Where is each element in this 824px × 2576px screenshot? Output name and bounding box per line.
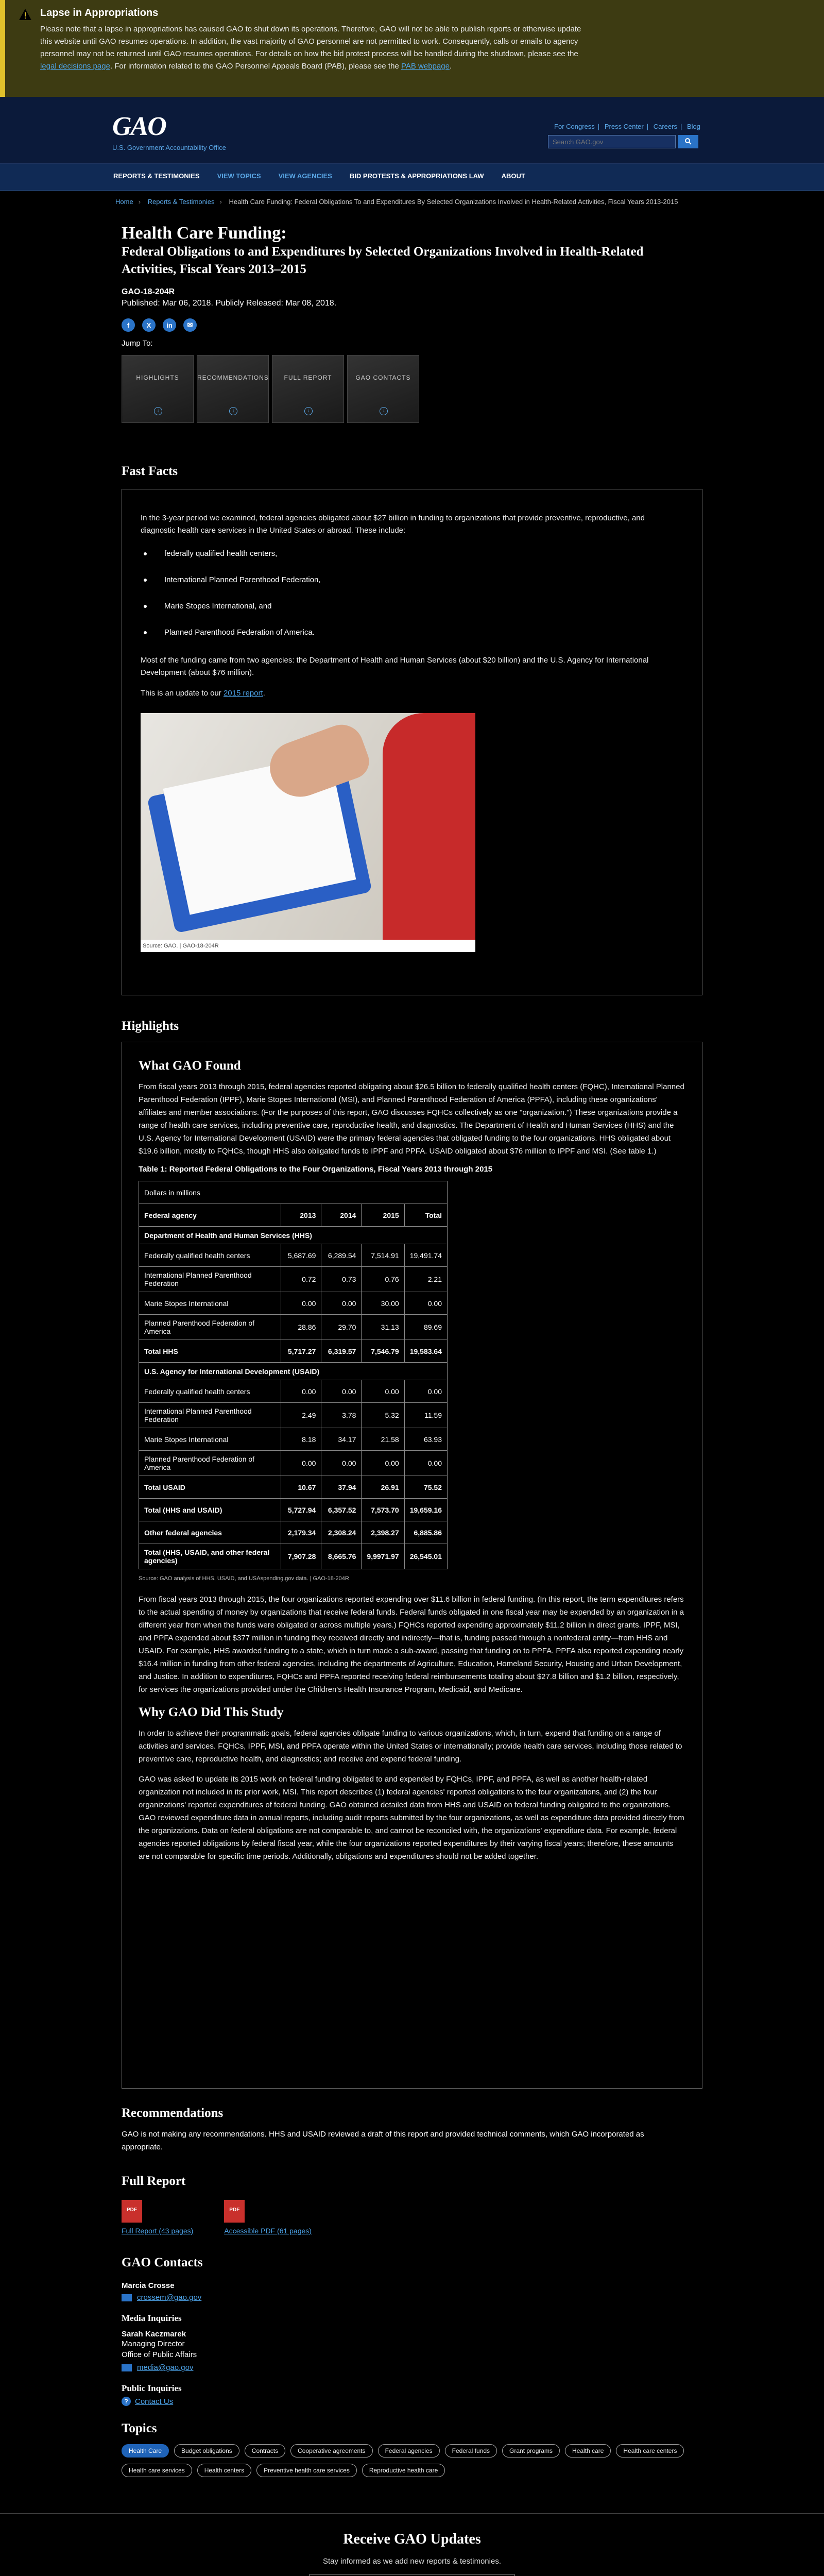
list-item: Marie Stopes International, and [141, 602, 702, 611]
press-center-link[interactable]: Press Center [604, 123, 644, 130]
warning-icon [19, 8, 32, 21]
facebook-icon[interactable]: f [122, 318, 135, 332]
report-header [122, 224, 703, 423]
table-cell: 9,9971.97 [362, 1544, 404, 1569]
table-row [139, 1403, 448, 1428]
updates-section [0, 2513, 824, 2576]
table-row [139, 1476, 448, 1499]
table-cell: 7,546.79 [362, 1340, 404, 1363]
table-cell: 2,308.24 [321, 1521, 362, 1544]
expenditures-text: From fiscal years 2013 through 2015, the four organizations reported expending over $11.6 billion in federal funding. (In this report, the term expenditures refers to the actual spending of money by organizations that receive federal funds. Federal funds obligated in one fiscal year may be expended by an organization in a different year from when the funds were obligated or across multiple years.) FQHCs reported expending approximately $11.2 billion in direct grants. IPPF, MSI, and PPFA expended about $377 million in funding they received directly and indirectly—that is, funding passed through a nonfederal entity—from HHS and USAID. For example, HHS awarded funding to a state, which in turn made a sub-award, passing that funding on to PPFA. PPFA also reported expending nearly $16.4 million in funding from other federal agencies, including the departments of Agriculture, Education, Homeland Security, Housing and Urban Development, and Justice. In addition to expenditures, FQHCs and PPFA reported receiving federal reimbursements totaling about $27.8 billion and $1.2 billion, respectively, for services the organizations provided under the Children's Health Insurance Program, Medicaid, and Medicare. [139, 1595, 684, 1694]
alert-text: Please note that a lapse in appropriations has caused GAO to shut down its operations. Therefore, GAO will not be able to publish reports or otherwise update this website until GAO resumes operations. In addition, the vast majority of GAO personnel are not permitted to work. Consequently, calls or emails to agency personnel may not be returned until GAO resumes operations. For details on how the bid protest process will be handled during the shutdown, please see the legal decisions page. For information related to the GAO Personnel Appeals Board (PAB), please see the PAB webpage. [40, 25, 581, 71]
photo-caption: Source: GAO. | GAO-18-204R [141, 940, 475, 952]
contact-name: Marcia Crosse [122, 2281, 175, 2290]
table-cell: 0.00 [281, 1380, 321, 1403]
row-label: Total USAID [139, 1476, 281, 1499]
updates-heading: Receive GAO Updates [343, 2531, 481, 2547]
row-label: Total (HHS, USAID, and other federal agencies) [139, 1544, 281, 1569]
pab-webpage-link[interactable]: PAB webpage [401, 62, 450, 71]
table-cell: 26,545.01 [404, 1544, 447, 1569]
question-icon: ? [122, 2397, 131, 2406]
tile-full-report[interactable]: FULL REPORT ↓ [272, 355, 344, 423]
topic-tag[interactable]: Health care services [122, 2464, 192, 2477]
row-label: Planned Parenthood Federation of America [139, 1315, 281, 1340]
table-cell: 2,179.34 [281, 1521, 321, 1544]
page-subtitle: Federal Obligations to and Expenditures by Selected Organizations Involved in Health-Related Activities, Fiscal Years 2013–2015 [122, 245, 644, 276]
table-cell: 75.52 [404, 1476, 447, 1499]
table-cell: 5,727.94 [281, 1499, 321, 1521]
topic-tag[interactable]: Health Care [122, 2444, 169, 2458]
row-label: Marie Stopes International [139, 1428, 281, 1451]
gao-logo[interactable]: GAO U.S. Government Accountability Office [112, 112, 226, 151]
topic-tags [122, 2441, 714, 2480]
full-report-download[interactable] [122, 2200, 193, 2235]
section-label: Department of Health and Human Services (HHS) [139, 1227, 448, 1244]
accessible-pdf-link[interactable]: Accessible PDF (61 pages) [224, 2227, 312, 2235]
table-cell: 26.91 [362, 1476, 404, 1499]
table-cell: 19,583.64 [404, 1340, 447, 1363]
nav-about[interactable]: ABOUT [501, 172, 525, 180]
table-source: Source: GAO analysis of HHS, USAID, and USAspending.gov data. | GAO-18-204R [139, 1575, 349, 1582]
media-office: Office of Public Affairs [122, 2350, 197, 2359]
table-cell: 0.00 [404, 1380, 447, 1403]
published-date: Published: Mar 06, 2018. Publicly Released: Mar 08, 2018. [122, 299, 337, 308]
media-title: Managing Director [122, 2340, 185, 2348]
table-cell: 30.00 [362, 1292, 404, 1315]
table-row [139, 1181, 448, 1204]
table-cell: 11.59 [404, 1403, 447, 1428]
breadcrumb-current: Health Care Funding: Federal Obligations To and Expenditures By Selected Organizations Involved in Health-Related Activities, Fiscal Years 2013-2015 [229, 198, 678, 206]
arrow-down-icon: ↓ [154, 407, 162, 415]
table-cell: 0.00 [362, 1451, 404, 1476]
table-row [139, 1380, 448, 1403]
topic-tag[interactable]: Federal agencies [378, 2444, 440, 2458]
topic-tag[interactable]: Health centers [197, 2464, 251, 2477]
topic-tag[interactable]: Health care [565, 2444, 611, 2458]
nav-agencies[interactable]: VIEW AGENCIES [278, 172, 332, 180]
media-heading: Media Inquiries [122, 2313, 182, 2323]
table-row [139, 1544, 448, 1569]
table-cell: 2015 [362, 1204, 404, 1227]
table-row [139, 1315, 448, 1340]
full-report-heading: Full Report [122, 2174, 186, 2188]
why-study-text-1: In order to achieve their programmatic goals, federal agencies obligate funding to various organizations, which, in turn, expend that funding on a range of activities and services. FQHCs, IPPF, MSI, and PPFA operate within the United States or internationally; provide health care services, including those related to preventive care, reproductive health, and diagnostics; and receive and expend federal funding. [139, 1729, 682, 1764]
row-label: Federally qualified health centers [139, 1380, 281, 1403]
highlights-box [122, 1042, 702, 2089]
fast-facts-list [141, 549, 702, 637]
table-cell: 2014 [321, 1204, 362, 1227]
report-id: GAO-18-204R [122, 287, 175, 296]
breadcrumb-reports[interactable]: Reports & Testimonies [147, 198, 215, 206]
arrow-down-icon: ↓ [304, 407, 313, 415]
careers-link[interactable]: Careers [653, 123, 677, 130]
fast-facts-intro: In the 3-year period we examined, federal agencies obligated about $27 billion in funding to organizations that provide preventive, reproductive, and diagnostic health care services in the United States or abroad. These include: [141, 514, 645, 535]
breadcrumb-home[interactable]: Home [115, 198, 133, 206]
table-cell: 2.21 [404, 1267, 447, 1292]
table-row [139, 1204, 448, 1227]
table-row [139, 1244, 448, 1267]
topic-tag[interactable]: Preventive health care services [256, 2464, 357, 2477]
email-field[interactable] [310, 2574, 514, 2576]
table-cell: 0.00 [281, 1292, 321, 1315]
media-email[interactable]: media@gao.gov [122, 2363, 703, 2372]
table-cell: 3.78 [321, 1403, 362, 1428]
row-label: International Planned Parenthood Federation [139, 1403, 281, 1428]
list-item: International Planned Parenthood Federation, [141, 575, 702, 584]
jump-to-label: Jump To: [122, 339, 153, 348]
contact-email[interactable]: crossem@gao.gov [122, 2293, 703, 2302]
table-cell: 0.00 [321, 1292, 362, 1315]
table-cell: 0.76 [362, 1267, 404, 1292]
topics-heading: Topics [122, 2421, 157, 2435]
full-report-link[interactable]: Full Report (43 pages) [122, 2227, 194, 2235]
table-cell: 5,687.69 [281, 1244, 321, 1267]
media-name: Sarah Kaczmarek [122, 2330, 186, 2338]
table-cell: 31.13 [362, 1315, 404, 1340]
nav-reports[interactable]: REPORTS & TESTIMONIES [113, 172, 200, 180]
page-title: Health Care Funding: [122, 224, 287, 243]
table-cell: 6,885.86 [404, 1521, 447, 1544]
arrow-down-icon: ↓ [380, 407, 388, 415]
topic-tag[interactable]: Cooperative agreements [290, 2444, 372, 2458]
list-item: federally qualified health centers, [141, 549, 702, 558]
search-icon [684, 138, 692, 145]
topic-tag[interactable]: Grant programs [502, 2444, 560, 2458]
table-row [139, 1451, 448, 1476]
table-title: Table 1: Reported Federal Obligations to the Four Organizations, Fiscal Years 2013 through 2015 [139, 1165, 493, 1174]
tile-gao-contacts[interactable]: GAO CONTACTS ↓ [347, 355, 419, 423]
table-cell: 63.93 [404, 1428, 447, 1451]
table-cell: 37.94 [321, 1476, 362, 1499]
row-label: International Planned Parenthood Federation [139, 1267, 281, 1292]
table-cell: 29.70 [321, 1315, 362, 1340]
table-row [139, 1340, 448, 1363]
table-cell: 8.18 [281, 1428, 321, 1451]
table-row [139, 1292, 448, 1315]
fast-facts-heading: Fast Facts [122, 464, 178, 478]
fast-facts-update: This is an update to our 2015 report. [141, 689, 265, 698]
pdf-icon: PDF [224, 2200, 245, 2223]
topic-tag[interactable]: Budget obligations [174, 2444, 239, 2458]
row-label: Federal agency [139, 1204, 281, 1227]
fast-facts-box [122, 489, 702, 995]
alert-title: Lapse in Appropriations [40, 7, 159, 19]
fast-facts-funding: Most of the funding came from two agencies: the Department of Health and Human Services (about $20 billion) and the U.S. Agency for International Development (about $76 million). [141, 656, 649, 677]
nav-bid-protests[interactable]: BID PROTESTS & APPROPRIATIONS LAW [349, 172, 484, 180]
table-cell: 10.67 [281, 1476, 321, 1499]
obligations-table [139, 1181, 448, 1569]
table-cell: 6,357.52 [321, 1499, 362, 1521]
row-label: Total (HHS and USAID) [139, 1499, 281, 1521]
full-report-section [122, 2174, 703, 2235]
contacts-section [122, 2256, 703, 2406]
why-study-text-2: GAO was asked to update its 2015 work on federal funding obligated to and expended by FQHCs, IPPF, and PPFA, as well as another health-related organization not included in its prior work, MSI. This report describes (1) federal agencies' reported obligations to the four organizations, and (2) the four organizations' reported expenditures of federal funding. GAO obtained detailed data from HHS and USAID on federal funding obligated to the organizations. GAO reviewed expenditure data in annual reports, including audit reports submitted by the four organizations, as well as expenditure data provided directly from the organizations. Data on federal obligations are not comparable to, and cannot be reconciled with, the organizations' expenditure data. For example, federal agencies reported obligations by federal fiscal year, while the four organizations reported expenditures by their varying fiscal years; therefore, these amounts are not comparable for specific time periods. Additionally, obligations and expenditures should not be added together. [139, 1775, 684, 1861]
search-input[interactable] [548, 135, 676, 148]
for-congress-link[interactable]: For Congress [554, 123, 595, 130]
row-label: Planned Parenthood Federation of America [139, 1451, 281, 1476]
what-gao-found-text: From fiscal years 2013 through 2015, federal agencies reported obligating about $26.5 billion to federally qualified health centers (FQHC), International Planned Parenthood Federation (IPPF), Marie Stopes International (MSI), and Planned Parenthood Federation of America (PPFA), including these organizations' affiliates and member associations. (For the purposes of this report, GAO discusses FQHCs collectively as one "organization.") These organizations provide a range of health care services, including preventive care, reproductive health, and diagnostics. The Department of Health and Human Services (HHS) and the U.S. Agency for International Development (USAID) were the primary federal agencies that obligated funding to the four organizations. HHS obligated about $19.6 billion, mostly to FQHCs, though HHS also obligated funds to IPPF and PPFA. USAID obligated about $76 million to IPPF and MSI. (See table 1.) [139, 1082, 684, 1156]
email-icon[interactable]: ✉ [183, 318, 197, 332]
row-label: Federally qualified health centers [139, 1244, 281, 1267]
main-nav [0, 164, 824, 191]
breadcrumb: Home › Reports & Testimonies › Health Care Funding: Federal Obligations To and Expenditures By Selected Organizations Involved in Health-Related Activities, Fiscal Years 2013-2015 [115, 198, 678, 206]
shutdown-alert [0, 0, 824, 97]
linkedin-icon[interactable]: in [163, 318, 176, 332]
topic-tag[interactable]: Health care centers [616, 2444, 684, 2458]
table-cell: 8,665.76 [321, 1544, 362, 1569]
share-bar [122, 318, 703, 332]
section-label: Dollars in millions [139, 1181, 448, 1204]
table-cell: 7,907.28 [281, 1544, 321, 1569]
table-cell: 28.86 [281, 1315, 321, 1340]
table-cell: 7,514.91 [362, 1244, 404, 1267]
accessible-pdf-download[interactable] [224, 2200, 312, 2235]
blog-link[interactable]: Blog [686, 123, 700, 130]
jump-tiles [122, 355, 703, 423]
report-meta [122, 286, 703, 309]
table-cell: 0.73 [321, 1267, 362, 1292]
legal-decisions-link[interactable]: legal decisions page [40, 62, 110, 71]
x-icon[interactable]: X [142, 318, 156, 332]
table-cell: 0.00 [362, 1380, 404, 1403]
public-heading: Public Inquiries [122, 2383, 182, 2393]
table-cell: 0.00 [321, 1451, 362, 1476]
contact-us[interactable]: ? Contact Us [122, 2397, 703, 2406]
table-row [139, 1227, 448, 1244]
table-cell: 7,573.70 [362, 1499, 404, 1521]
table-cell: 34.17 [321, 1428, 362, 1451]
envelope-icon [122, 2294, 132, 2301]
tile-recommendations[interactable]: RECOMMENDATIONS ↓ [197, 355, 269, 423]
contacts-heading: GAO Contacts [122, 2256, 203, 2269]
table-cell: 0.00 [321, 1380, 362, 1403]
what-gao-found-heading: What GAO Found [139, 1059, 241, 1073]
table-cell: 2,398.27 [362, 1521, 404, 1544]
search-button[interactable] [678, 135, 698, 148]
table-row [139, 1267, 448, 1292]
pdf-icon: PDF [122, 2200, 142, 2223]
table-row [139, 1363, 448, 1380]
table-cell: 19,491.74 [404, 1244, 447, 1267]
table-cell: 19,659.16 [404, 1499, 447, 1521]
table-cell: 89.69 [404, 1315, 447, 1340]
updates-text: Stay informed as we add new reports & testimonies. [323, 2557, 501, 2566]
table-cell: 0.00 [404, 1292, 447, 1315]
list-item: Planned Parenthood Federation of America. [141, 628, 702, 637]
site-search [548, 135, 698, 148]
site-header [0, 97, 824, 164]
2015-report-link[interactable]: 2015 report [223, 689, 263, 698]
table-cell: 6,319.57 [321, 1340, 362, 1363]
fast-facts-photo [141, 713, 475, 940]
recommendations-text: GAO is not making any recommendations. HHS and USAID reviewed a draft of this report and provided technical comments, which GAO incorporated as appropriate. [122, 2130, 644, 2151]
table-cell: 21.58 [362, 1428, 404, 1451]
recommendations-heading: Recommendations [122, 2106, 224, 2120]
section-label: U.S. Agency for International Development (USAID) [139, 1363, 448, 1380]
table-cell: 0.00 [281, 1451, 321, 1476]
topics-section [122, 2421, 703, 2480]
row-label: Total HHS [139, 1340, 281, 1363]
table-cell: 0.72 [281, 1267, 321, 1292]
table-cell: 2.49 [281, 1403, 321, 1428]
table-cell: 5.32 [362, 1403, 404, 1428]
topic-tag[interactable]: Federal funds [445, 2444, 497, 2458]
table-cell: Total [404, 1204, 447, 1227]
arrow-down-icon: ↓ [229, 407, 237, 415]
utility-links: For Congress | Press Center | Careers | Blog [554, 123, 700, 130]
why-study-heading: Why GAO Did This Study [139, 1705, 284, 1719]
tile-highlights[interactable]: HIGHLIGHTS ↓ [122, 355, 194, 423]
topic-tag[interactable]: Reproductive health care [362, 2464, 445, 2477]
envelope-icon [122, 2364, 132, 2371]
table-row [139, 1521, 448, 1544]
topic-tag[interactable]: Contracts [245, 2444, 285, 2458]
table-cell: 5,717.27 [281, 1340, 321, 1363]
table-cell: 2013 [281, 1204, 321, 1227]
table-cell: 0.00 [404, 1451, 447, 1476]
table-row [139, 1499, 448, 1521]
highlights-heading: Highlights [122, 1019, 179, 1033]
table-row [139, 1428, 448, 1451]
nav-topics[interactable]: VIEW TOPICS [217, 172, 261, 180]
recommendations-section [122, 2106, 703, 2154]
table-cell: 6,289.54 [321, 1244, 362, 1267]
row-label: Other federal agencies [139, 1521, 281, 1544]
row-label: Marie Stopes International [139, 1292, 281, 1315]
